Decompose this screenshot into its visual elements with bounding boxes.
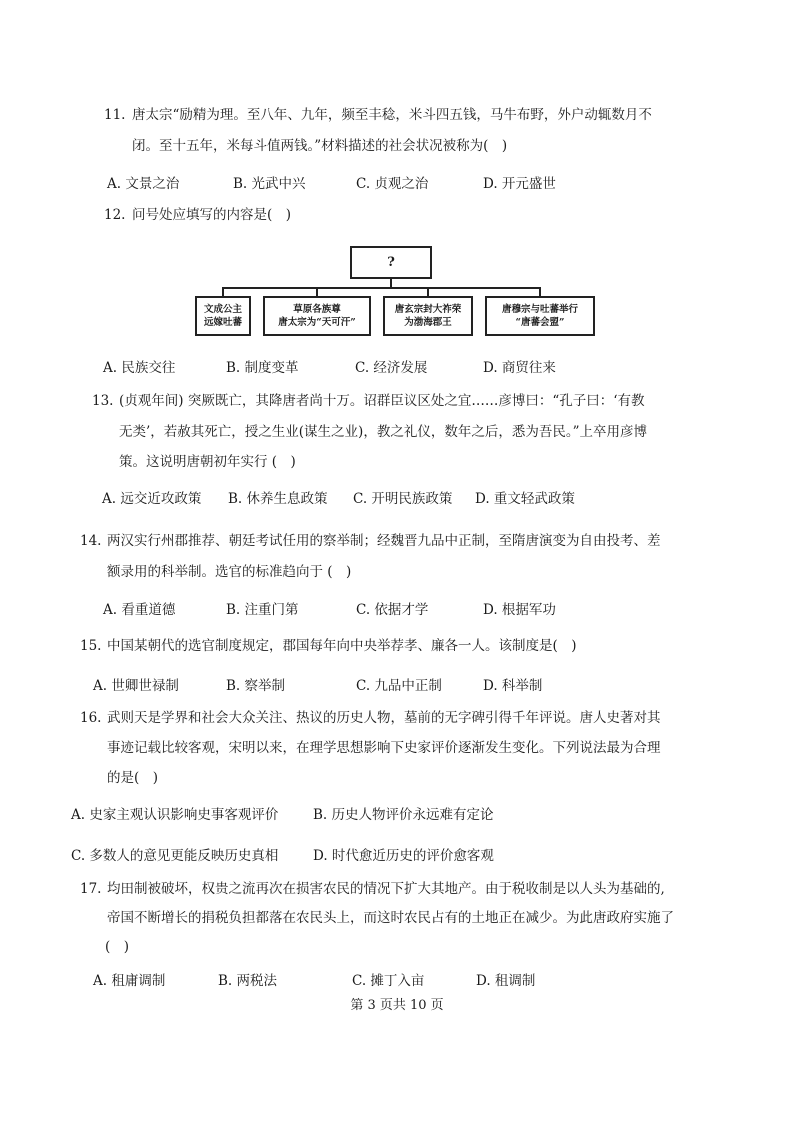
- q11-stem-line1: 唐太宗“励精为理。至八年、九年，频至丰稔，米斗四五钱，马牛布野，外户动辄数月不: [132, 107, 652, 123]
- q14-number: 14.: [80, 533, 102, 549]
- q13-option-a: A. 远交近攻政策: [102, 491, 202, 507]
- diagram-box-wencheng: 文成公主 远嫁吐蕃: [195, 296, 251, 336]
- q11-stem-line2: 闭。至十五年，米每斗值两钱。”材料描述的社会状况被称为( ): [132, 138, 508, 154]
- diagram-box-tiankehan: 草原各族尊 唐太宗为“天可汗”: [263, 296, 371, 336]
- q13-option-d: D. 重文轻武政策: [475, 491, 575, 507]
- q13-number: 13.: [92, 393, 114, 409]
- q15-option-d: D. 科举制: [483, 678, 543, 694]
- q13-stem-line2: 无类’，若赦其死亡，授之生业(谋生之业)，教之礼仪，数年之后，悉为吾民。”上卒用彦博: [119, 424, 647, 440]
- q11-number: 11.: [104, 107, 126, 123]
- q17-stem-line3: ( ): [105, 939, 130, 955]
- q17-option-c: C. 摊丁入亩: [352, 973, 425, 989]
- q14-option-b: B. 注重门第: [226, 602, 299, 618]
- q16-number: 16.: [80, 710, 102, 726]
- q11-option-d: D. 开元盛世: [483, 176, 556, 192]
- diagram-box-huimeng: 唐穆宗与吐蕃举行 “唐蕃会盟”: [485, 296, 595, 336]
- q14-stem-line2: 额录用的科举制。选官的标准趋向于 ( ): [107, 564, 352, 580]
- q13-stem-line3: 策。这说明唐朝初年实行 ( ): [119, 454, 296, 470]
- q14-option-a: A. 看重道德: [103, 602, 176, 618]
- q16-stem-line3: 的是( ): [107, 770, 159, 786]
- q17-stem-line1: 均田制被破坏，权贵之流再次在损害农民的情况下扩大其地产。由于税收制是以人头为基础的,: [107, 881, 665, 897]
- q14-stem-line1: 两汉实行州郡推荐、朝廷考试任用的察举制；经魏晋九品中正制，至隋唐演变为自由投考、差: [107, 533, 661, 549]
- q13-option-b: B. 休养生息政策: [228, 491, 328, 507]
- q16-option-d: D. 时代愈近历史的评价愈客观: [313, 848, 494, 864]
- q17-option-d: D. 租调制: [476, 973, 536, 989]
- q15-option-c: C. 九品中正制: [356, 678, 442, 694]
- diagram-connector-bar: [222, 287, 541, 289]
- q16-option-b: B. 历史人物评价永远难有定论: [313, 807, 494, 823]
- q16-stem-line2: 事迹记载比较客观，宋明以来，在理学思想影响下史家评价逐渐发生变化。下列说法最为合理: [107, 740, 661, 756]
- q11-option-c: C. 贞观之治: [356, 176, 429, 192]
- q12-option-d: D. 商贸往来: [483, 360, 556, 376]
- q14-option-d: D. 根据军功: [483, 602, 556, 618]
- page-footer: 第 3 页共 10 页: [350, 998, 444, 1013]
- q16-option-c: C. 多数人的意见更能反映历史真相: [71, 848, 279, 864]
- q17-number: 17.: [80, 881, 102, 897]
- q11-option-a: A. 文景之治: [107, 176, 180, 192]
- q16-option-a: A. 史家主观认识影响史事客观评价: [71, 807, 279, 823]
- q17-option-b: B. 两税法: [218, 973, 278, 989]
- diagram-box-bohai: 唐玄宗封大祚荣 为渤海郡王: [383, 296, 473, 336]
- diagram-question-box: ?: [350, 246, 432, 279]
- q17-stem-line2: 帝国不断增长的捐税负担都落在农民头上，而这时农民占有的土地正在减少。为此唐政府实施了: [107, 910, 674, 926]
- q16-stem-line1: 武则天是学界和社会大众关注、热议的历史人物，墓前的无字碑引得千年评说。唐人史著对其: [107, 710, 661, 726]
- q12-option-b: B. 制度变革: [226, 360, 299, 376]
- q13-stem-line1: (贞观年间) 突厥既亡，其降唐者尚十万。诏群臣议区处之宜……彦博曰：“孔子曰：‘有教: [119, 393, 645, 409]
- q13-option-c: C. 开明民族政策: [353, 491, 453, 507]
- q11-option-b: B. 光武中兴: [233, 176, 306, 192]
- q12-number: 12.: [104, 207, 126, 223]
- q15-option-b: B. 察举制: [226, 678, 286, 694]
- q17-option-a: A. 租庸调制: [93, 973, 166, 989]
- q15-number: 15.: [80, 638, 102, 654]
- q12-stem: 问号处应填写的内容是( ): [132, 207, 292, 223]
- q15-stem: 中国某朝代的选官制度规定，郡国每年向中央举荐孝、廉各一人。该制度是( ): [107, 638, 577, 654]
- q15-option-a: A. 世卿世禄制: [93, 678, 179, 694]
- q12-option-a: A. 民族交往: [103, 360, 176, 376]
- q12-diagram: [195, 246, 595, 342]
- q14-option-c: C. 依据才学: [356, 602, 429, 618]
- q12-option-c: C. 经济发展: [355, 360, 428, 376]
